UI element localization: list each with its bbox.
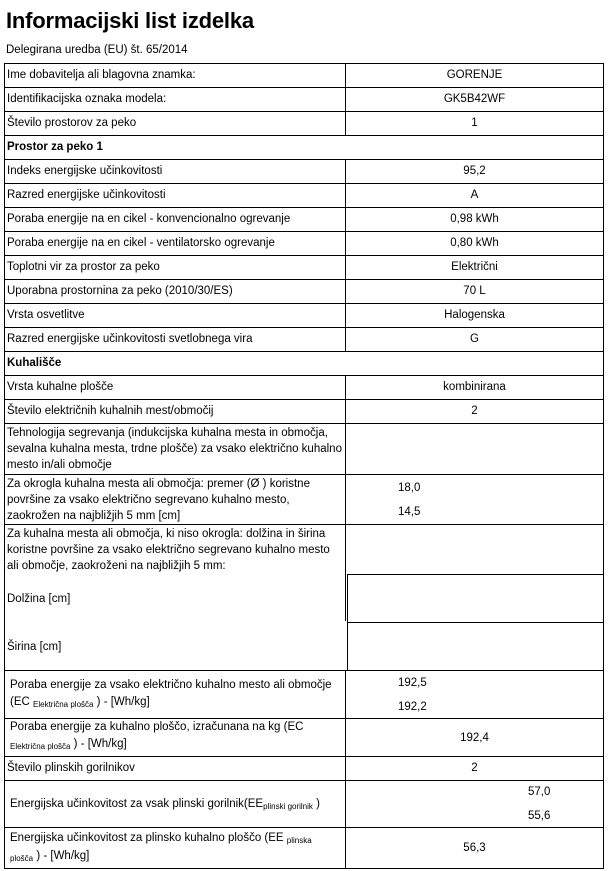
row-divider <box>4 780 604 781</box>
heat-source-value: Električni <box>451 261 498 273</box>
cavities-label: Število prostorov za peko <box>7 117 137 129</box>
zones-label: Število električnih kuhalnih mest/območij <box>7 405 214 417</box>
column-divider <box>603 63 604 869</box>
model-label: Identifikacijska oznaka modela: <box>7 93 167 105</box>
width-label: Širina [cm] <box>7 641 62 653</box>
row-divider <box>4 474 604 475</box>
burners-label: Število plinskih gorilnikov <box>7 762 135 774</box>
row-divider <box>4 670 604 671</box>
row-divider <box>4 255 604 256</box>
ec-hob-label-line2: $_{Električna plošča}$ ) - [Wh/kg] <box>10 738 127 751</box>
fan-energy-value: 0,80 kWh <box>450 237 499 249</box>
ec-zone-value-1: 192,5 <box>398 677 427 689</box>
row-divider <box>4 327 604 328</box>
row-divider <box>4 87 604 88</box>
row-divider <box>4 756 604 757</box>
row-divider <box>4 279 604 280</box>
column-divider <box>4 63 5 869</box>
volume-value: 70 L <box>463 285 486 297</box>
lamp-type-label: Vrsta osvetlitve <box>7 309 85 321</box>
row-divider <box>4 135 604 136</box>
cavities-value: 1 <box>471 117 478 129</box>
zones-value: 2 <box>471 405 478 417</box>
row-divider <box>4 63 604 64</box>
hob-type-value: kombinirana <box>443 381 506 393</box>
row-divider <box>4 423 604 424</box>
ee-burner-value-2: 55,6 <box>528 810 551 822</box>
burners-value: 2 <box>471 762 478 774</box>
row-divider <box>4 399 604 400</box>
cavity-section-heading: Prostor za peko 1 <box>7 141 103 153</box>
ec-zone-label-line2: (EC $_{Električna plošča}$ ) - [Wh/kg] <box>10 696 150 709</box>
length-label: Dolžina [cm] <box>7 593 71 605</box>
supplier-label: Ime dobavitelja ali blagovna znamka: <box>7 69 196 81</box>
ec-hob-label-line1: Poraba energije za kuhalno ploščo, izračunana na kg (EC <box>10 721 304 733</box>
lamp-class-label: Razred energijske učinkovitosti svetlobnega vira <box>7 333 253 345</box>
fan-energy-label: Poraba energije na en cikel - ventilatorsko ogrevanje <box>7 237 275 249</box>
row-divider <box>4 375 604 376</box>
row-divider <box>4 207 604 208</box>
row-divider <box>347 574 604 575</box>
row-divider <box>4 524 604 525</box>
row-divider <box>4 868 604 869</box>
energy-class-label: Razred energijske učinkovitosti <box>7 189 166 201</box>
ee-hob-label-line1: Energijska učinkovitost za plinsko kuhalno ploščo (EE $_{plinska}$ <box>10 832 312 845</box>
lamp-class-value: G <box>470 333 479 345</box>
diameter-value-2: 14,5 <box>398 506 421 518</box>
regulation-reference: Delegirana uredba (EU) št. 65/2014 <box>6 44 188 56</box>
conventional-energy-value: 0,98 kWh <box>450 213 499 225</box>
diameter-label: Za okrogla kuhalna mesta ali območja: premer (Ø ) koristne površine za vsako električno segrevano kuhalno mesto, zaokrožen na najbližjih 5 mm [cm] <box>7 478 310 522</box>
non-circular-label: Za kuhalna mesta ali območja, ki niso okrogla: dolžina in širina koristne površine za vsako električno segrevano kuhalno mesto ali območje, zaokroženi na najbližjih 5 mm: <box>7 528 330 572</box>
eei-value: 95,2 <box>463 165 486 177</box>
heating-technology-label: Tehnologija segrevanja (indukcijska kuhalna mesta in območja, sevalna kuhalna mesta, trdne plošče) za vsako električno kuhalno mesto in/ali območje <box>7 427 342 471</box>
page-title: Informacijski list izdelka <box>6 8 254 33</box>
ec-zone-value-2: 192,2 <box>398 701 427 713</box>
diameter-value-1: 18,0 <box>398 482 421 494</box>
column-divider <box>347 574 348 670</box>
row-divider <box>4 231 604 232</box>
lamp-type-value: Halogenska <box>444 309 505 321</box>
energy-class-value: A <box>470 189 479 201</box>
heat-source-label: Toplotni vir za prostor za peko <box>7 261 160 273</box>
ee-burner-value-1: 57,0 <box>528 786 551 798</box>
hob-type-label: Vrsta kuhalne plošče <box>7 381 114 393</box>
row-divider <box>4 303 604 304</box>
volume-label: Uporabna prostornina za peko (2010/30/ES) <box>7 285 233 297</box>
ee-hob-value: 56,3 <box>463 842 486 854</box>
conventional-energy-label: Poraba energije na en cikel - konvencionalno ogrevanje <box>7 213 291 225</box>
ee-burner-label: Energijska učinkovitost za vsak plinski $gorilnik(EE_{plinski gorilnik}$ ) <box>10 798 320 811</box>
row-divider <box>4 351 604 352</box>
row-divider <box>4 183 604 184</box>
row-divider <box>4 827 604 828</box>
eei-label: Indeks energijske učinkovitosti <box>7 165 163 177</box>
row-divider <box>347 622 604 623</box>
row-divider <box>4 159 604 160</box>
ec-hob-value: 192,4 <box>460 732 489 744</box>
row-divider <box>4 111 604 112</box>
ee-hob-label-line2: $_{plošča}$ ) - [Wh/kg] <box>10 850 90 863</box>
model-value: GK5B42WF <box>443 93 506 105</box>
hob-section-heading: Kuhališče <box>7 357 62 369</box>
product-info-table <box>4 63 604 869</box>
supplier-value: GORENJE <box>446 69 503 81</box>
ec-zone-label-line1: Poraba energije za vsako električno kuhalno mesto ali območje <box>10 679 332 691</box>
